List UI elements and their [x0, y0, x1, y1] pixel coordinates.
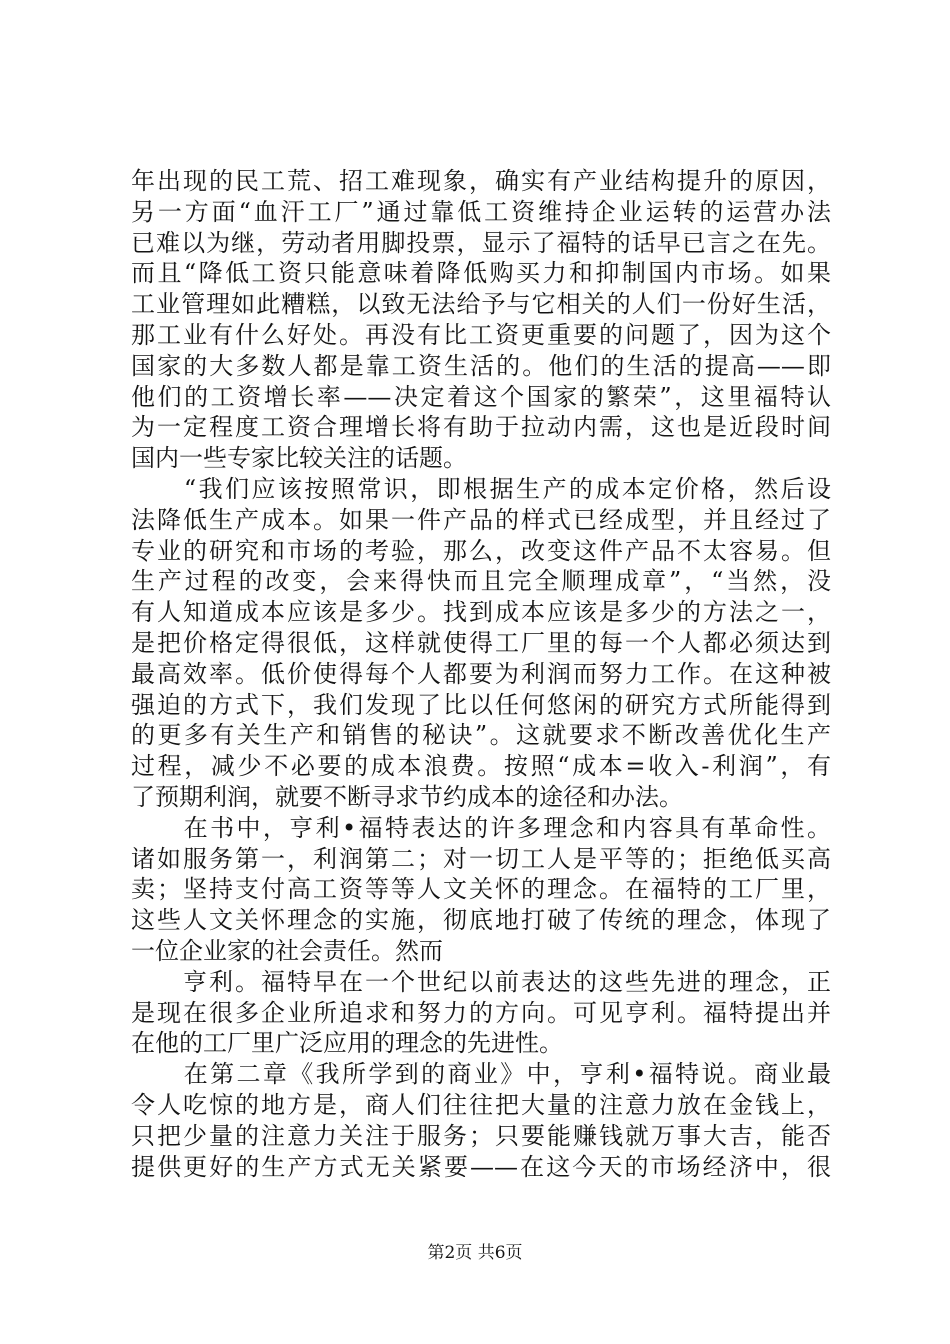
text-line: 这些人文关怀理念的实施，彻底地打破了传统的理念，体现了: [131, 906, 831, 935]
text-line: 在书中，亨利•福特表达的许多理念和内容具有革命性。: [131, 813, 831, 842]
text-line: 亨利。福特早在一个世纪以前表达的这些先进的理念，正: [131, 967, 831, 996]
text-line: 国内一些专家比较关注的话题。: [131, 444, 467, 473]
text-line: 另一方面“血汗工厂”通过靠低工资维持企业运转的运营办法: [131, 197, 831, 226]
text-line: 的更多有关生产和销售的秘诀”。这就要求不断改善优化生产: [131, 721, 831, 750]
text-line: 提供更好的生产方式无关紧要——在这今天的市场经济中，很: [131, 1152, 831, 1181]
text-line: 那工业有什么好处。再没有比工资更重要的问题了，因为这个: [131, 320, 831, 349]
text-line: 已难以为继，劳动者用脚投票，显示了福特的话早已言之在先。: [131, 228, 831, 257]
text-line: 为一定程度工资合理增长将有助于拉动内需，这也是近段时间: [131, 413, 831, 442]
text-line: 年出现的民工荒、招工难现象，确实有产业结构提升的原因，: [131, 167, 831, 195]
text-line: 有人知道成本应该是多少。找到成本应该是多少的方法之一，: [131, 598, 831, 627]
text-line: 只把少量的注意力关注于服务；只要能赚钱就万事大吉，能否: [131, 1121, 831, 1150]
text-line: 工业管理如此糟糕，以致无法给予与它相关的人们一份好生活，: [131, 290, 831, 319]
text-line: 生产过程的改变，会来得快而且完全顺理成章”，“当然，没: [131, 567, 831, 596]
page-number-footer: 第2页 共6页: [427, 1243, 523, 1263]
text-line: 在第二章《我所学到的商业》中，亨利•福特说。商业最: [131, 1060, 831, 1089]
text-line: 法降低生产成本。如果一件产品的样式已经成型，并且经过了: [131, 505, 831, 534]
text-line: 诸如服务第一，利润第二；对一切工人是平等的；拒绝低买高: [131, 844, 831, 873]
text-line: 令人吃惊的地方是，商人们往往把大量的注意力放在金钱上，: [131, 1090, 831, 1119]
text-line: 卖；坚持支付高工资等等人文关怀的理念。在福特的工厂里，: [131, 875, 831, 904]
text-line: 最高效率。低价使得每个人都要为利润而努力工作。在这种被: [131, 659, 831, 688]
text-line: 了预期利润，就要不断寻求节约成本的途径和办法。: [131, 782, 683, 811]
text-line: 专业的研究和市场的考验，那么，改变这件产品不太容易。但: [131, 536, 831, 565]
text-line: 是把价格定得很低，这样就使得工厂里的每一个人都必须达到: [131, 628, 831, 657]
text-line: 过程，减少不必要的成本浪费。按照“成本=收入-利润”，有: [131, 752, 831, 781]
text-line: “我们应该按照常识，即根据生产的成本定价格，然后设: [131, 474, 831, 503]
text-line: 他们的工资增长率——决定着这个国家的繁荣”，这里福特认: [131, 382, 831, 411]
body-text: [131, 166, 831, 1182]
text-line: 在他的工厂里广泛应用的理念的先进性。: [131, 1029, 563, 1058]
text-line: 强迫的方式下，我们发现了比以任何悠闲的研究方式所能得到: [131, 690, 831, 719]
text-line: 一位企业家的社会责任。然而: [131, 936, 443, 965]
text-line: 国家的大多数人都是靠工资生活的。他们的生活的提高——即: [131, 351, 831, 380]
text-line: 而且“降低工资只能意味着降低购买力和抑制国内市场。如果: [131, 259, 831, 288]
text-line: 是现在很多企业所追求和努力的方向。可见亨利。福特提出并: [131, 998, 831, 1027]
